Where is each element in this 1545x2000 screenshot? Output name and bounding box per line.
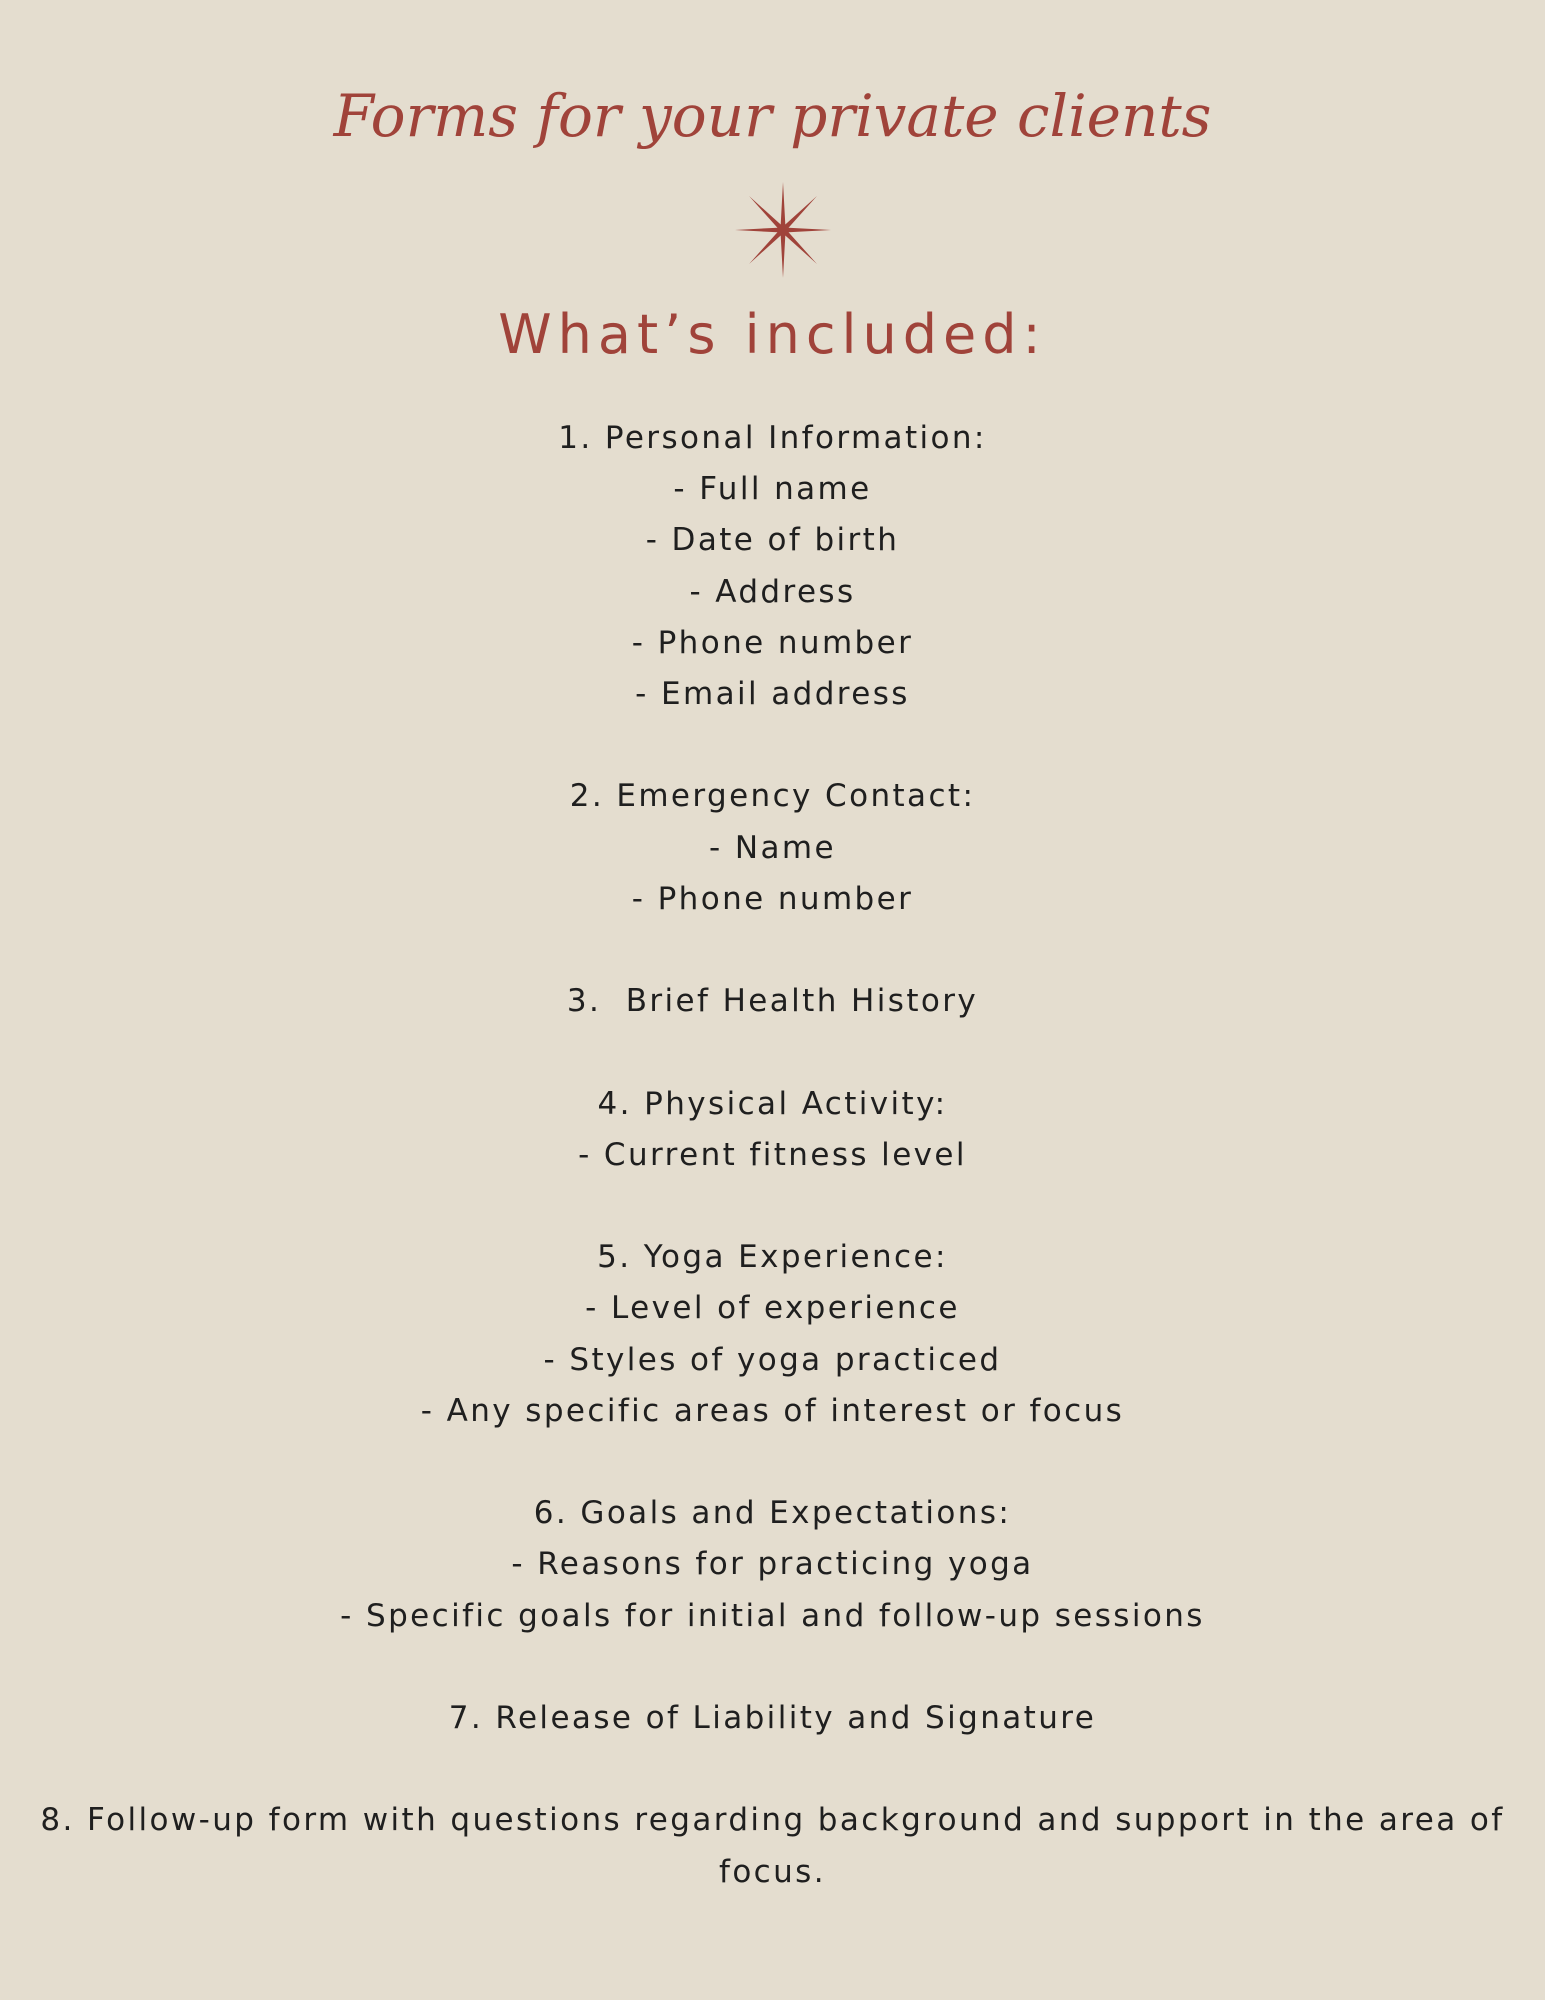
section-health-history	[40, 976, 1505, 1027]
section-physical-activity	[40, 1079, 1505, 1181]
spacer	[40, 1181, 1505, 1232]
whats-included-heading: What’s included:	[498, 303, 1047, 366]
section-yoga-experience	[40, 1232, 1505, 1437]
page-title: Forms for your private clients	[333, 82, 1212, 150]
spacer	[40, 1744, 1505, 1795]
list-item: - Date of birth	[645, 522, 900, 559]
section-heading: 5. Yoga Experience:	[597, 1239, 948, 1276]
list-item: - Address	[689, 573, 856, 610]
section-heading: 6. Goals and Expectations:	[533, 1495, 1012, 1532]
section-follow-up-form	[40, 1795, 1505, 1897]
list-item: - Styles of yoga practiced	[543, 1341, 1002, 1378]
section-emergency-contact	[40, 771, 1505, 925]
section-heading: 1. Personal Information:	[558, 420, 987, 456]
spacer	[40, 1642, 1505, 1693]
section-heading: 7. Release of Liability and Signature	[448, 1699, 1097, 1736]
list-item: - Current fitness level	[578, 1136, 967, 1173]
list-item: - Full name	[673, 471, 872, 508]
spacer	[40, 1027, 1505, 1078]
section-heading: 2. Emergency Contact:	[569, 778, 976, 815]
list-item: - Specific goals for initial and follow-up sessions	[340, 1597, 1205, 1634]
included-list	[40, 413, 1505, 1898]
list-item: - Name	[709, 829, 836, 866]
list-item: - Level of experience	[585, 1290, 960, 1327]
spacer	[40, 720, 1505, 771]
list-item: - Phone number	[631, 880, 914, 917]
list-item: - Reasons for practicing yoga	[511, 1546, 1034, 1583]
spacer	[40, 925, 1505, 976]
section-heading: 4. Physical Activity:	[597, 1085, 948, 1122]
eight-point-star-icon	[733, 180, 833, 280]
section-heading: 8. Follow-up form with questions regarding background and support in the area of focus.	[40, 1802, 1505, 1890]
list-item: - Phone number	[631, 624, 914, 661]
spacer	[40, 1437, 1505, 1488]
section-release-liability	[40, 1693, 1505, 1744]
section-personal-information	[40, 413, 1505, 720]
section-goals-expectations	[40, 1488, 1505, 1642]
list-item: - Email address	[635, 676, 910, 713]
section-heading: 3. Brief Health History	[566, 983, 979, 1020]
list-item: - Any specific areas of interest or focus	[420, 1392, 1125, 1429]
